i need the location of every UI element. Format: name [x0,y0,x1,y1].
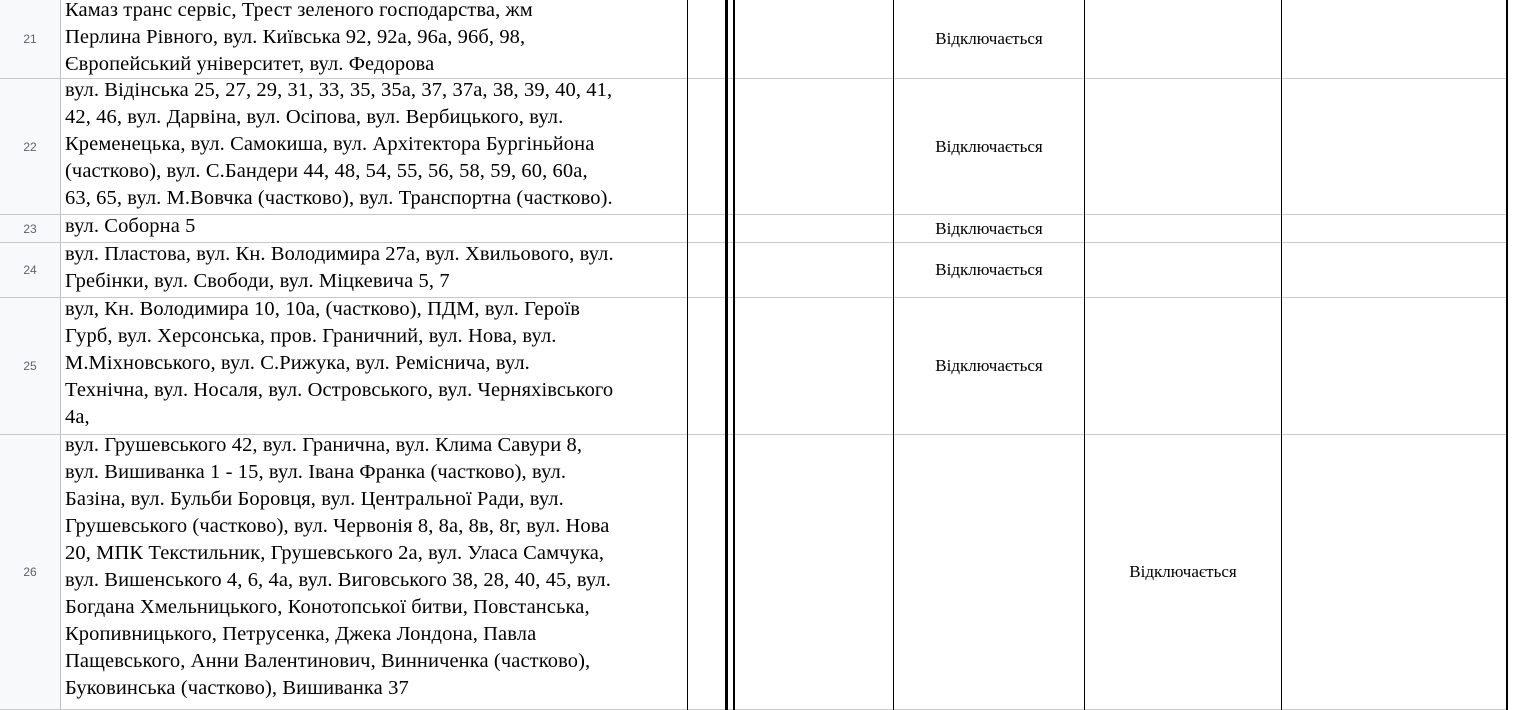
address-line[interactable]: Пащевського, Анни Валентинович, Винниченка (частково), [65,650,591,672]
address-line[interactable]: 4а, [65,406,90,428]
address-line[interactable]: 42, 46, вул. Дарвіна, вул. Осіпова, вул. Вербицького, вул. [65,106,564,128]
status-cell[interactable]: Відключається [935,218,1043,238]
address-line[interactable]: вул, Кн. Володимира 10, 10а, (частково), ПДМ, вул. Героїв [65,298,581,320]
column-divider [687,0,688,710]
address-line[interactable]: вул. Соборна 5 [65,215,196,237]
row-number[interactable]: 25 [0,298,61,434]
status-cell[interactable]: Відключається [1129,562,1237,581]
frozen-column-divider [725,0,728,710]
status-cell[interactable]: Відключається [935,356,1043,375]
address-line[interactable]: Кропивницького, Петрусенка, Джека Лондона, Павла [65,623,537,645]
column-divider [1084,0,1085,710]
row-number[interactable]: 26 [0,435,61,709]
row-number[interactable]: 23 [0,215,61,242]
row-number[interactable]: 21 [0,0,61,78]
address-line[interactable]: 20, МПК Текстильник, Грушевського 2а, вул. Уласа Самчука, [65,542,605,564]
address-line[interactable]: вул. Вишиванка 1 - 15, вул. Івана Франка (частково), вул. [65,461,567,483]
address-line[interactable]: М.Міхновського, вул. С.Рижука, вул. Реміснича, вул. [65,352,530,374]
address-line[interactable]: Кременецька, вул. Самокиша, вул. Архітектора Бургіньйона [65,133,595,155]
column-divider-thick [1506,0,1508,710]
address-line[interactable]: Богдана Хмельницького, Конотопської битви, Повстанська, [65,596,590,618]
address-line[interactable]: Гребінки, вул. Свободи, вул. Міцкевича 5, 7 [65,270,450,292]
address-line[interactable]: вул. Вишенського 4, 6, 4а, вул. Виговського 38, 28, 40, 45, вул. [65,569,611,591]
address-line[interactable]: Грушевського (частково), вул. Червонія 8, 8а, 8в, 8г, вул. Нова [65,515,610,537]
address-line[interactable]: Перлина Рівного, вул. Київська 92, 92а, 96а, 96б, 98, [65,26,526,48]
column-divider [893,0,894,710]
address-line[interactable]: вул. Пластова, вул. Кн. Володимира 27а, вул. Хвильового, вул. [65,243,614,265]
status-cell[interactable]: Відключається [935,29,1043,48]
address-line[interactable]: (частково), вул. С.Бандери 44, 48, 54, 55, 56, 58, 59, 60, 60а, [65,160,588,182]
status-cell[interactable]: Відключається [935,136,1043,156]
address-line[interactable]: 63, 65, вул. М.Вовчка (частково), вул. Транспортна (частково). [65,187,613,209]
address-line[interactable]: Буковинська (частково), Вишиванка 37 [65,677,409,699]
address-line[interactable]: вул. Грушевського 42, вул. Гранична, вул. Клима Савури 8, [65,434,583,456]
address-line[interactable]: Гурб, вул. Херсонська, пров. Граничний, вул. Нова, вул. [65,325,557,347]
status-cell[interactable]: Відключається [935,260,1043,279]
address-line[interactable]: Камаз транс сервіс, Трест зеленого господарства, жм [65,0,533,21]
address-line[interactable]: Технічна, вул. Носаля, вул. Островського, вул. Черняхівського [65,379,614,401]
column-divider-thick [733,0,735,710]
address-line[interactable]: вул. Відінська 25, 27, 29, 31, 33, 35, 35а, 37, 37а, 38, 39, 40, 41, [65,79,613,101]
row-number[interactable]: 22 [0,79,61,214]
row-number[interactable]: 24 [0,243,61,297]
column-divider [1281,0,1282,710]
address-line[interactable]: Європейський університет, вул. Федорова [65,53,435,75]
address-line[interactable]: Базіна, вул. Бульби Боровця, вул. Центральної Ради, вул. [65,488,564,510]
